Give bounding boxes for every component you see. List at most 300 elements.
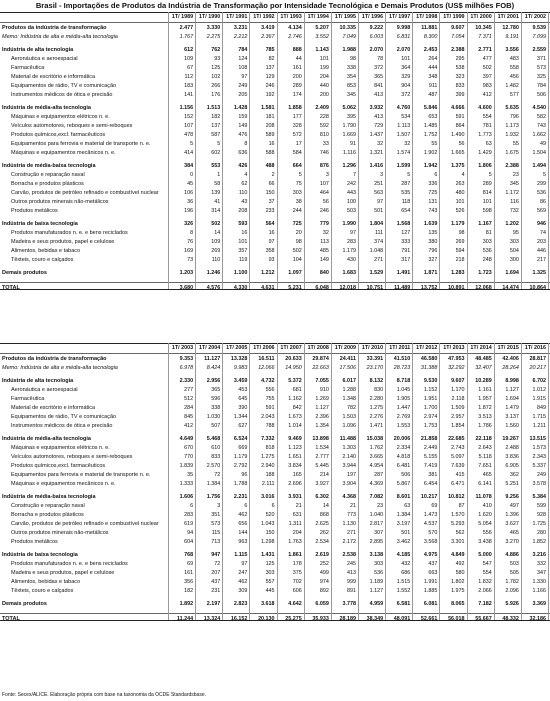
table-cell: 269 (211, 248, 221, 254)
table-cell: 11.244 (176, 616, 194, 622)
table-cell: 149 (238, 123, 248, 129)
table-cell: 631 (292, 512, 302, 518)
table-cell: 1.040 (369, 512, 384, 518)
rule-line (0, 289, 550, 290)
table-cell: 12.780 (502, 25, 519, 31)
table-cell: 41 (214, 199, 221, 205)
table-cell: 13.515 (529, 436, 546, 442)
table-cell: 8.424 (206, 365, 221, 371)
table-cell: 1.620 (478, 512, 492, 518)
table-cell: 13.898 (312, 436, 329, 442)
table-cell: 2.817 (369, 521, 384, 527)
year-header: 1T/ 2009 (334, 345, 356, 351)
table-cell: 788 (265, 423, 275, 429)
table-cell: 598 (482, 208, 492, 214)
table-cell: 853 (346, 83, 356, 89)
column-separator (249, 343, 250, 620)
table-cell: 604 (184, 539, 194, 545)
table-cell: 5.000 (478, 552, 492, 558)
table-cell: 217 (536, 257, 546, 263)
table-cell: 1.606 (179, 494, 194, 500)
table-cell: 612 (184, 47, 194, 53)
table-cell: 4.600 (478, 105, 492, 111)
table-cell: 1.573 (532, 445, 546, 451)
table-cell: 6.524 (233, 436, 248, 442)
table-cell: 410 (482, 503, 492, 509)
table-cell: 24.411 (339, 356, 356, 362)
table-cell: 2.066 (478, 588, 492, 594)
table-cell: 464 (319, 190, 329, 196)
table-cell: 205 (238, 92, 248, 98)
table-cell: 663 (428, 570, 438, 576)
row-label: Máquinas e equipamentos elétricos n. e. (11, 114, 110, 120)
table-cell: 119 (238, 257, 248, 263)
column-separator (412, 12, 413, 289)
table-cell: 4 (461, 172, 465, 178)
table-cell: 3.927 (315, 481, 329, 487)
table-cell: 2.895 (369, 539, 384, 545)
table-cell: 303 (482, 239, 492, 245)
table-cell: 32.292 (448, 365, 465, 371)
table-cell: 1.515 (396, 579, 411, 585)
table-cell: 2.777 (315, 454, 329, 460)
table-cell: 818 (265, 445, 275, 451)
table-cell: 9.998 (396, 25, 411, 31)
table-cell: 1.852 (532, 539, 546, 545)
table-cell: 5.635 (505, 105, 519, 111)
table-cell: 28.817 (529, 356, 546, 362)
row-label: Material de escritório e informática (11, 74, 96, 80)
table-cell: 3.459 (233, 378, 248, 384)
table-cell: 12.066 (258, 365, 275, 371)
table-cell: 127 (401, 230, 411, 236)
year-header: 1T/ 2003 (171, 345, 194, 351)
table-cell: 150 (265, 530, 275, 536)
table-cell: 1.333 (179, 481, 194, 487)
row-label: Madeira e seus produtos, papel e celulose (11, 570, 115, 576)
table-cell: 1.694 (505, 396, 519, 402)
table-cell: 97 (241, 561, 248, 567)
table-cell: 204 (292, 530, 302, 536)
table-cell: 1.354 (315, 423, 329, 429)
table-cell: 5 (488, 172, 492, 178)
table-cell: 23 (512, 172, 519, 178)
table-cell: 577 (509, 92, 519, 98)
table-cell: 2.792 (233, 463, 248, 469)
row-label: Indústria de alta tecnologia (2, 47, 74, 53)
table-cell: 504 (509, 248, 519, 254)
table-cell: 4.330 (233, 285, 248, 291)
table-cell: 2.231 (233, 494, 248, 500)
table-cell: 44 (295, 56, 302, 62)
table-cell: 477 (482, 56, 492, 62)
table-cell: 55.667 (475, 616, 492, 622)
table-cell: 48.091 (393, 616, 411, 622)
table-cell: 453 (238, 387, 248, 393)
table-cell: 446 (536, 248, 546, 254)
table-cell: 573 (211, 521, 221, 527)
row-label: Alimentos, bebidas e tabaco (11, 248, 81, 254)
table-cell: 375 (292, 570, 302, 576)
table-cell: 3.513 (478, 414, 492, 420)
table-cell: 95 (512, 230, 519, 236)
table-cell: 627 (238, 423, 248, 429)
table-cell: 277 (184, 387, 194, 393)
table-cell: 125 (211, 65, 221, 71)
row-label: Borracha e produtos plásticos (11, 181, 84, 187)
table-cell: 41.510 (393, 356, 411, 362)
table-cell: 465 (509, 530, 519, 536)
table-cell: 14.950 (285, 365, 302, 371)
year-header: 1T/ 2012 (416, 345, 438, 351)
table-cell: 6.059 (315, 601, 329, 607)
table-cell: 1.957 (478, 396, 492, 402)
table-cell: 66 (268, 181, 275, 187)
table-cell: 1.288 (342, 387, 356, 393)
table-cell: 5.384 (532, 494, 546, 500)
table-cell: 5.155 (423, 454, 438, 460)
table-cell: 200 (292, 74, 302, 80)
table-cell: 249 (536, 472, 546, 478)
table-cell: 97 (377, 199, 384, 205)
table-cell: 7.082 (369, 494, 384, 500)
table-cell: 5 (542, 172, 546, 178)
table-cell: 888 (292, 47, 302, 53)
table-cell: 1.161 (478, 387, 492, 393)
table-cell: 356 (184, 579, 194, 585)
table-cell: 841 (374, 83, 384, 89)
table-cell: 1.581 (261, 105, 275, 111)
table-cell: 78 (377, 56, 384, 62)
table-cell: 381 (428, 472, 438, 478)
table-cell: 399 (455, 92, 465, 98)
table-cell: 1.942 (423, 163, 438, 169)
table-block-2 (0, 343, 550, 673)
table-cell: 20.006 (393, 436, 411, 442)
table-cell: 5 (298, 172, 302, 178)
table-cell: 72 (214, 561, 221, 567)
table-cell: 1.509 (451, 405, 465, 411)
table-cell: 1.321 (369, 150, 384, 156)
table-cell: 596 (211, 396, 221, 402)
table-cell: 5.293 (451, 521, 465, 527)
table-cell: 946 (536, 221, 546, 227)
table-cell: 93 (214, 56, 221, 62)
table-cell: 2.388 (451, 47, 465, 53)
table-cell: 348 (428, 74, 438, 80)
table-cell: 284 (184, 405, 194, 411)
table-cell: 101 (482, 199, 492, 205)
table-cell: 534 (401, 114, 411, 120)
table-cell: 181 (265, 114, 275, 120)
table-cell: 983 (482, 83, 492, 89)
table-cell: 110 (211, 257, 221, 263)
table-cell: 159 (238, 114, 248, 120)
column-separator (548, 12, 549, 289)
table-cell: 743 (428, 208, 438, 214)
table-cell: 3.618 (261, 601, 275, 607)
table-cell: 102 (211, 74, 221, 80)
table-cell: 98 (295, 239, 302, 245)
table-cell: 582 (536, 114, 546, 120)
table-cell: 23.170 (366, 365, 384, 371)
table-cell: 5.846 (423, 105, 438, 111)
table-cell: 5.097 (451, 454, 465, 460)
table-cell: 4.666 (451, 105, 465, 111)
table-cell: 56 (458, 141, 465, 147)
row-label: Têxteis, couro e calçados (11, 588, 74, 594)
row-label: Indústria de alta tecnologia (2, 378, 74, 384)
table-cell: 23 (377, 503, 384, 509)
column-separator (494, 12, 495, 289)
table-cell: 535 (401, 190, 411, 196)
table-cell: 4.642 (288, 601, 302, 607)
row-label: Demais produtos (2, 270, 47, 276)
table-cell: 67 (187, 65, 194, 71)
table-cell: 178 (292, 561, 302, 567)
table-cell: 177 (292, 114, 302, 120)
table-cell: 6.454 (423, 481, 438, 487)
table-cell: 1.902 (423, 150, 438, 156)
table-cell: 208 (265, 123, 275, 129)
table-cell: 947 (211, 552, 221, 558)
year-header: 1T/ 2002 (524, 14, 546, 20)
table-cell: 55 (512, 141, 519, 147)
table-cell: 2.956 (206, 378, 221, 384)
table-cell: 131 (428, 199, 438, 205)
table-cell: 161 (292, 65, 302, 71)
table-cell: 3.552 (315, 34, 329, 40)
table-cell: 104 (292, 257, 302, 263)
table-cell: 1.570 (451, 512, 465, 518)
row-label: Farmacêutica (11, 396, 45, 402)
column-separator (331, 343, 332, 620)
table-cell: 1.283 (451, 270, 465, 276)
table-cell: 1.599 (396, 163, 411, 169)
table-cell: 3.932 (369, 105, 384, 111)
table-cell: 2.172 (342, 539, 356, 545)
table-cell: 116 (510, 199, 519, 205)
table-cell: 465 (482, 472, 492, 478)
table-cell: 599 (536, 503, 546, 509)
table-cell: 0 (190, 172, 194, 178)
table-cell: 1.534 (315, 445, 329, 451)
table-cell: 333 (401, 239, 411, 245)
table-cell: 269 (455, 239, 465, 245)
table-cell: 11.078 (475, 494, 492, 500)
table-cell: 412 (482, 92, 492, 98)
table-cell: 2.409 (315, 105, 329, 111)
year-header: 1T/ 2008 (307, 345, 329, 351)
table-cell: 9.607 (451, 378, 465, 384)
row-label: Produtos metálicos (11, 539, 58, 545)
table-cell: 3.197 (396, 521, 411, 527)
table-cell: 2.330 (179, 378, 194, 384)
table-cell: 9.607 (451, 25, 465, 31)
table-cell: 430 (346, 257, 356, 263)
row-label: Aeronáutica e aeroespacial (11, 387, 78, 393)
table-cell: 11.488 (339, 436, 356, 442)
table-cell: 16.511 (258, 356, 275, 362)
table-cell: 5.926 (505, 601, 519, 607)
table-cell: 1.560 (505, 423, 519, 429)
table-cell: 1.113 (397, 123, 411, 129)
table-cell: 1.574 (396, 150, 411, 156)
column-separator (385, 343, 386, 620)
table-cell: 572 (292, 132, 302, 138)
table-cell: 295 (455, 56, 465, 62)
table-cell: 7.332 (261, 436, 275, 442)
table-cell: 7.049 (342, 34, 356, 40)
table-cell: 1.473 (423, 512, 438, 518)
table-cell: 93 (268, 257, 275, 263)
table-cell: 218 (455, 257, 465, 263)
table-cell: 1.479 (505, 405, 519, 411)
table-cell: 37 (268, 199, 275, 205)
row-label: Madeira e seus produtos, papel e celulose (11, 239, 115, 245)
table-cell: 8.300 (423, 34, 438, 40)
row-label: Máquinas e equipamentos mecânicos n. e. (11, 150, 116, 156)
row-label: Produtos da indústria de transformação (2, 25, 107, 31)
table-cell: 520 (265, 512, 275, 518)
table-cell: 497 (509, 503, 519, 509)
table-cell: 782 (346, 405, 356, 411)
table-cell: 2.743 (451, 445, 465, 451)
table-cell: 45 (187, 181, 194, 187)
table-cell: 289 (482, 181, 492, 187)
table-cell: 440 (319, 83, 329, 89)
table-cell: 2.275 (206, 34, 221, 40)
table-cell: 197 (346, 472, 356, 478)
table-cell: 3.438 (478, 539, 492, 545)
table-cell: 303 (292, 190, 302, 196)
table-cell: 1.858 (288, 105, 302, 111)
table-cell: 4.849 (451, 552, 465, 558)
table-cell: 47.953 (448, 356, 465, 362)
table-cell: 7.419 (423, 463, 438, 469)
table-cell: 584 (292, 150, 302, 156)
table-cell: 1.348 (342, 396, 356, 402)
table-cell: 7.054 (451, 34, 465, 40)
table-cell: 1.513 (206, 105, 221, 111)
table-cell: 4.732 (261, 378, 275, 384)
table-cell: 11.881 (421, 25, 438, 31)
column-separator (467, 12, 468, 289)
table-cell: 732 (509, 208, 519, 214)
table-cell: 1.167 (478, 221, 492, 227)
table-cell: 56.018 (448, 616, 465, 622)
table-cell: 358 (265, 248, 275, 254)
table-cell: 48.485 (475, 356, 492, 362)
column-separator (249, 12, 250, 289)
table-cell: 1.725 (532, 521, 546, 527)
table-cell: 443 (346, 190, 356, 196)
table-cell: 746 (319, 150, 329, 156)
table-cell: 21.858 (420, 436, 438, 442)
table-cell: 3.016 (261, 494, 275, 500)
table-cell: 10.891 (448, 285, 465, 291)
table-cell: 485 (319, 248, 329, 254)
table-cell: 1.990 (342, 221, 356, 227)
table-cell: 3.462 (396, 539, 411, 545)
year-header: 1T/ 1995 (334, 14, 356, 20)
column-separator (521, 343, 522, 620)
table-cell: 345 (346, 92, 356, 98)
table-cell: 594 (455, 248, 465, 254)
table-cell: 7.099 (532, 34, 546, 40)
table-cell: 1.503 (342, 414, 356, 420)
table-cell: 10.289 (475, 378, 492, 384)
table-cell: 1.861 (288, 552, 302, 558)
row-label: Memo: Indústria de alta e média-alta tecnologia (2, 365, 118, 371)
table-cell: 1.384 (396, 512, 411, 518)
table-cell: 287 (401, 181, 411, 187)
table-cell: 6.017 (342, 378, 356, 384)
table-cell: 141 (184, 92, 194, 98)
column-separator (277, 343, 278, 620)
table-cell: 109 (211, 239, 221, 245)
table-cell: 94 (187, 530, 194, 536)
table-cell: 2.534 (315, 539, 329, 545)
table-cell: 445 (265, 588, 275, 594)
year-header: 1T/ 2007 (280, 345, 302, 351)
table-cell: 35.933 (312, 616, 329, 622)
table-cell: 3.578 (532, 481, 546, 487)
table-cell: 1.723 (478, 270, 492, 276)
table-cell: 781 (482, 123, 492, 129)
table-cell: 974 (319, 579, 329, 585)
table-cell: 6.141 (478, 481, 492, 487)
table-cell: 2.771 (478, 47, 492, 53)
table-cell: 1.437 (369, 132, 384, 138)
table-cell: 1.871 (423, 270, 438, 276)
table-cell: 372 (401, 92, 411, 98)
table-cell: 1.396 (505, 512, 519, 518)
table-cell: 892 (319, 588, 329, 594)
table-cell: 76 (187, 239, 194, 245)
table-cell: 1.804 (369, 221, 384, 227)
table-cell: 1.715 (532, 414, 546, 420)
table-cell: 32.186 (529, 616, 546, 622)
table-cell: 176 (211, 92, 221, 98)
column-separator (195, 12, 196, 289)
table-cell: 1.673 (288, 414, 302, 420)
table-cell: 137 (211, 123, 221, 129)
table-cell: 487 (428, 92, 438, 98)
row-label: Equipamentos de rádio, TV e comunicação (11, 83, 117, 89)
table-cell: 506 (401, 472, 411, 478)
table-cell: 2.940 (261, 463, 275, 469)
table-cell: 833 (455, 83, 465, 89)
column-separator (521, 12, 522, 289)
table-cell: 556 (482, 530, 492, 536)
table-cell: 289 (292, 83, 302, 89)
table-cell: 96 (241, 472, 248, 478)
table-cell: 3.301 (451, 539, 465, 545)
table-cell: 16 (268, 230, 275, 236)
table-cell: 2.823 (233, 601, 248, 607)
table-cell: 1.932 (505, 132, 519, 138)
table-cell: 8.718 (396, 378, 411, 384)
table-cell: 4.369 (369, 481, 384, 487)
table-cell: 97 (241, 74, 248, 80)
table-cell: 192 (265, 92, 275, 98)
table-cell: 1.782 (505, 579, 519, 585)
table-cell: 1.179 (451, 221, 465, 227)
column-separator (412, 343, 413, 620)
table-cell: 7.651 (478, 463, 492, 469)
table-cell: 1.375 (451, 163, 465, 169)
